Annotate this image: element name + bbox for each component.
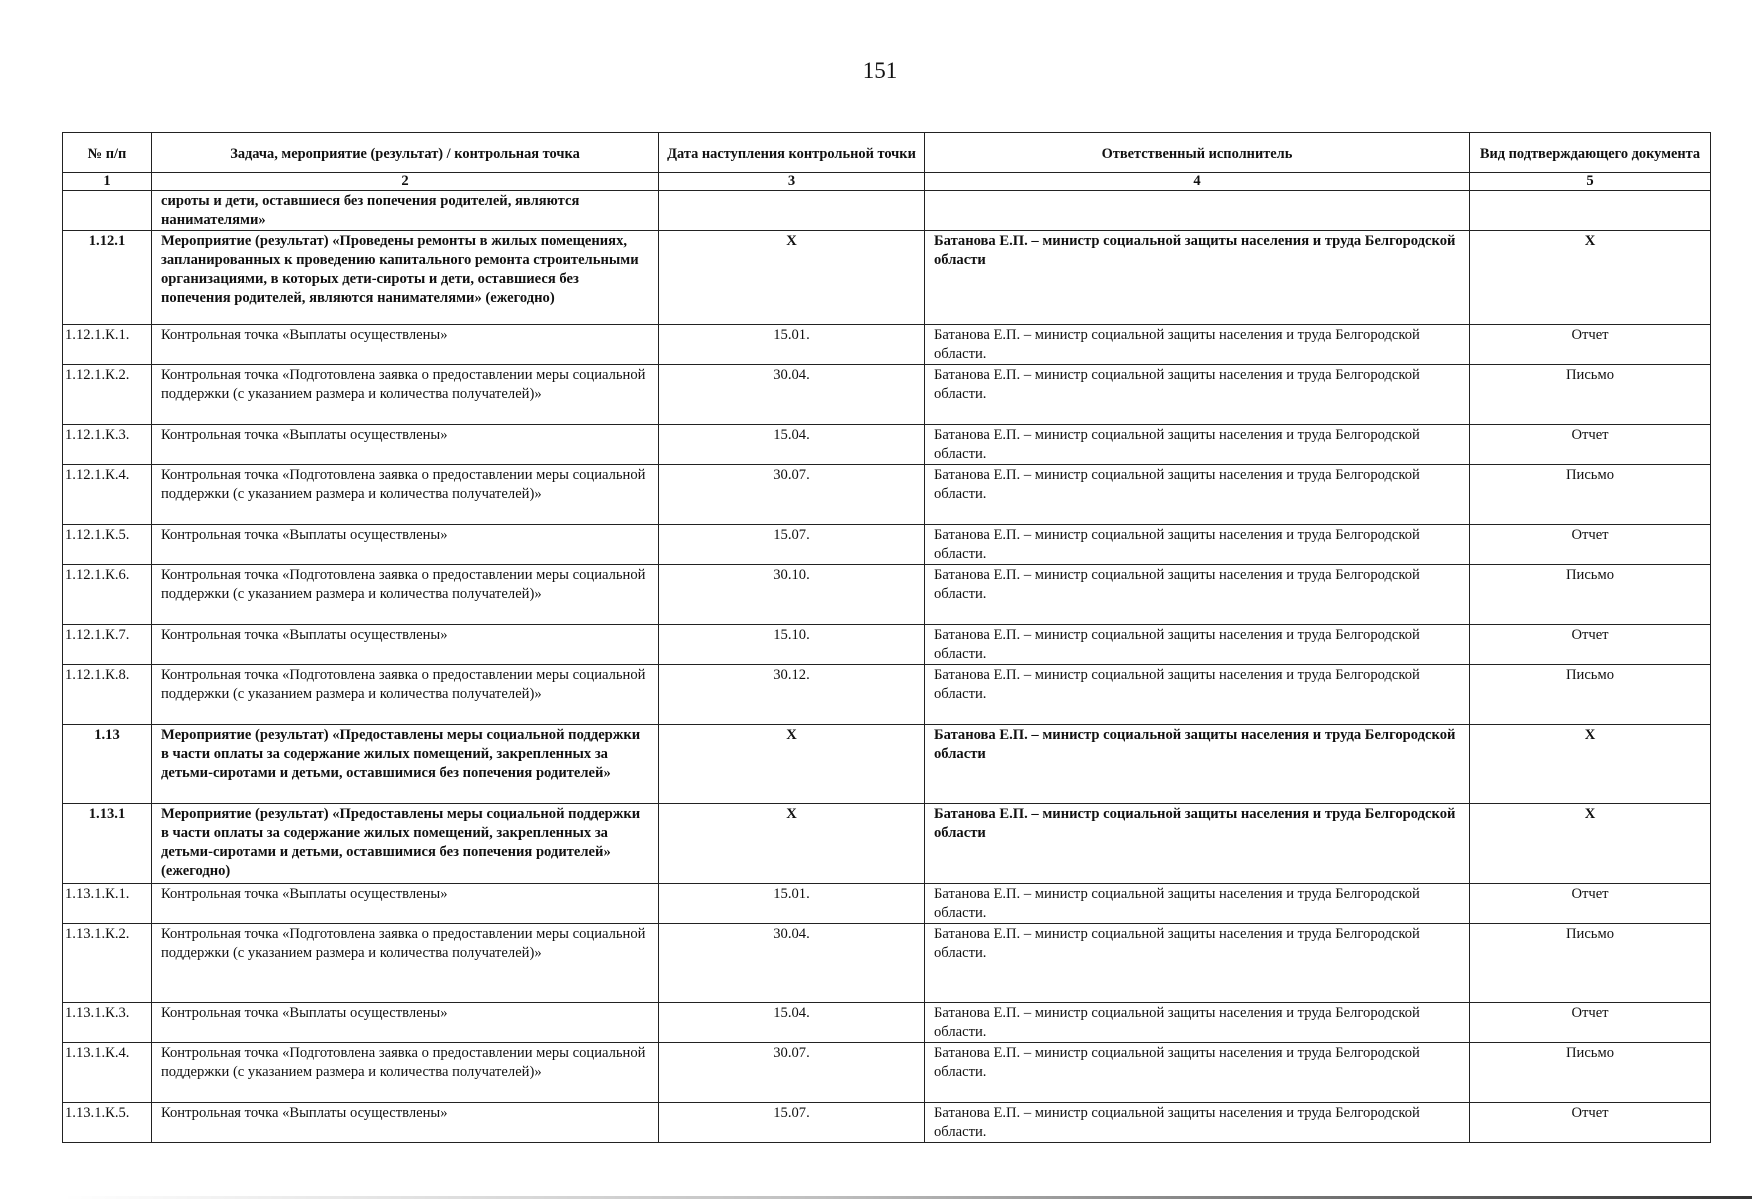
row-task: Контрольная точка «Выплаты осуществлены»	[152, 1003, 659, 1043]
table-row	[63, 804, 1711, 884]
row-date: 30.10.	[659, 565, 925, 625]
header-num: № п/п	[63, 133, 152, 173]
header-doc: Вид подтверждающего документа	[1470, 133, 1711, 173]
row-number: 1.13.1.К.1.	[63, 884, 152, 924]
column-number: 1	[63, 173, 152, 191]
row-task: Мероприятие (результат) «Проведены ремонты в жилых помещениях, запланированных к проведению капитального ремонта строительными организациями, в которых дети-сироты и дети, оставшиеся без попечения родителей, являются нанимателями» (ежегодно)	[152, 231, 659, 325]
row-executor	[925, 191, 1470, 231]
bottom-divider	[62, 1196, 1752, 1199]
row-number: 1.12.1.К.1.	[63, 325, 152, 365]
row-date: 30.12.	[659, 665, 925, 725]
control-points-table	[62, 132, 1711, 1143]
row-executor: Батанова Е.П. – министр социальной защиты населения и труда Белгородской области.	[925, 1003, 1470, 1043]
row-date: Х	[659, 231, 925, 325]
row-number: 1.12.1.К.7.	[63, 625, 152, 665]
row-document-type: Х	[1470, 804, 1711, 884]
row-date: 15.04.	[659, 425, 925, 465]
table-row	[63, 231, 1711, 325]
row-task: Контрольная точка «Подготовлена заявка о предоставлении меры социальной поддержки (с указанием размера и количества получателей)»	[152, 565, 659, 625]
table-row	[63, 1043, 1711, 1103]
row-task: Контрольная точка «Выплаты осуществлены»	[152, 425, 659, 465]
row-document-type: Письмо	[1470, 665, 1711, 725]
row-date: 30.04.	[659, 365, 925, 425]
row-task: Контрольная точка «Подготовлена заявка о предоставлении меры социальной поддержки (с указанием размера и количества получателей)»	[152, 1043, 659, 1103]
row-document-type: Отчет	[1470, 1003, 1711, 1043]
row-executor: Батанова Е.П. – министр социальной защиты населения и труда Белгородской области	[925, 804, 1470, 884]
column-numbers-row	[63, 173, 1711, 191]
row-date: 30.07.	[659, 1043, 925, 1103]
row-executor: Батанова Е.П. – министр социальной защиты населения и труда Белгородской области.	[925, 565, 1470, 625]
row-document-type: Отчет	[1470, 325, 1711, 365]
table-body	[63, 191, 1711, 1143]
row-document-type: Письмо	[1470, 465, 1711, 525]
table-row	[63, 465, 1711, 525]
row-executor: Батанова Е.П. – министр социальной защиты населения и труда Белгородской области	[925, 725, 1470, 804]
row-number: 1.13.1.К.2.	[63, 924, 152, 1003]
row-number: 1.13	[63, 725, 152, 804]
row-document-type: Отчет	[1470, 625, 1711, 665]
table-row	[63, 884, 1711, 924]
row-number: 1.12.1.К.6.	[63, 565, 152, 625]
row-document-type: Отчет	[1470, 1103, 1711, 1143]
row-number	[63, 191, 152, 231]
row-executor: Батанова Е.П. – министр социальной защиты населения и труда Белгородской области.	[925, 425, 1470, 465]
table-row	[63, 725, 1711, 804]
row-executor: Батанова Е.П. – министр социальной защиты населения и труда Белгородской области.	[925, 525, 1470, 565]
table-row	[63, 525, 1711, 565]
row-document-type	[1470, 191, 1711, 231]
page-number: 151	[862, 58, 898, 83]
row-number: 1.13.1.К.3.	[63, 1003, 152, 1043]
row-date: 30.07.	[659, 465, 925, 525]
table-row	[63, 924, 1711, 1003]
row-executor: Батанова Е.П. – министр социальной защиты населения и труда Белгородской области.	[925, 924, 1470, 1003]
row-document-type: Отчет	[1470, 884, 1711, 924]
table-row	[63, 625, 1711, 665]
row-task: Мероприятие (результат) «Предоставлены меры социальной поддержки в части оплаты за содержание жилых помещений, закрепленных за детьми-сиротами и детьми, оставшимися без попечения родителей»	[152, 725, 659, 804]
row-date: 15.04.	[659, 1003, 925, 1043]
row-document-type: Письмо	[1470, 365, 1711, 425]
row-task: сироты и дети, оставшиеся без попечения родителей, являются нанимателями»	[152, 191, 659, 231]
row-date: 15.10.	[659, 625, 925, 665]
row-date: Х	[659, 725, 925, 804]
row-task: Контрольная точка «Выплаты осуществлены»	[152, 525, 659, 565]
row-date: 30.04.	[659, 924, 925, 1003]
header-executor: Ответственный исполнитель	[925, 133, 1470, 173]
row-document-type: Письмо	[1470, 565, 1711, 625]
row-document-type: Отчет	[1470, 525, 1711, 565]
row-number: 1.13.1	[63, 804, 152, 884]
row-document-type: Письмо	[1470, 1043, 1711, 1103]
column-number: 2	[152, 173, 659, 191]
row-number: 1.13.1.К.5.	[63, 1103, 152, 1143]
row-document-type: Отчет	[1470, 425, 1711, 465]
header-task: Задача, мероприятие (результат) / контрольная точка	[152, 133, 659, 173]
table-row	[63, 325, 1711, 365]
row-task: Контрольная точка «Выплаты осуществлены»	[152, 325, 659, 365]
column-number: 4	[925, 173, 1470, 191]
table-row	[63, 425, 1711, 465]
row-document-type: Х	[1470, 725, 1711, 804]
row-task: Мероприятие (результат) «Предоставлены меры социальной поддержки в части оплаты за содержание жилых помещений, закрепленных за детьми-сиротами и детьми, оставшимися без попечения родителей» (ежегодно)	[152, 804, 659, 884]
row-task: Контрольная точка «Подготовлена заявка о предоставлении меры социальной поддержки (с указанием размера и количества получателей)»	[152, 665, 659, 725]
row-document-type: Письмо	[1470, 924, 1711, 1003]
row-date: 15.01.	[659, 884, 925, 924]
row-number: 1.12.1.К.8.	[63, 665, 152, 725]
row-executor: Батанова Е.П. – министр социальной защиты населения и труда Белгородской области.	[925, 325, 1470, 365]
table-row	[63, 1003, 1711, 1043]
row-executor: Батанова Е.П. – министр социальной защиты населения и труда Белгородской области.	[925, 1043, 1470, 1103]
row-document-type: Х	[1470, 231, 1711, 325]
row-date	[659, 191, 925, 231]
row-executor: Батанова Е.П. – министр социальной защиты населения и труда Белгородской области.	[925, 1103, 1470, 1143]
table-row	[63, 365, 1711, 425]
row-number: 1.12.1.К.3.	[63, 425, 152, 465]
row-task: Контрольная точка «Подготовлена заявка о предоставлении меры социальной поддержки (с указанием размера и количества получателей)»	[152, 465, 659, 525]
row-task: Контрольная точка «Выплаты осуществлены»	[152, 1103, 659, 1143]
row-date: 15.07.	[659, 1103, 925, 1143]
row-executor: Батанова Е.П. – министр социальной защиты населения и труда Белгородской области.	[925, 625, 1470, 665]
row-number: 1.12.1.К.4.	[63, 465, 152, 525]
row-date: Х	[659, 804, 925, 884]
row-executor: Батанова Е.П. – министр социальной защиты населения и труда Белгородской области.	[925, 365, 1470, 425]
row-task: Контрольная точка «Выплаты осуществлены»	[152, 884, 659, 924]
table-row	[63, 1103, 1711, 1143]
row-date: 15.07.	[659, 525, 925, 565]
table-header-row	[63, 133, 1711, 173]
row-executor: Батанова Е.П. – министр социальной защиты населения и труда Белгородской области.	[925, 465, 1470, 525]
row-number: 1.12.1.К.5.	[63, 525, 152, 565]
column-number: 3	[659, 173, 925, 191]
row-number: 1.12.1.К.2.	[63, 365, 152, 425]
table-row	[63, 665, 1711, 725]
row-number: 1.13.1.К.4.	[63, 1043, 152, 1103]
row-number: 1.12.1	[63, 231, 152, 325]
column-number: 5	[1470, 173, 1711, 191]
row-date: 15.01.	[659, 325, 925, 365]
table-row	[63, 191, 1711, 231]
table-row	[63, 565, 1711, 625]
row-executor: Батанова Е.П. – министр социальной защиты населения и труда Белгородской области	[925, 231, 1470, 325]
row-task: Контрольная точка «Выплаты осуществлены»	[152, 625, 659, 665]
row-task: Контрольная точка «Подготовлена заявка о предоставлении меры социальной поддержки (с указанием размера и количества получателей)»	[152, 365, 659, 425]
row-task: Контрольная точка «Подготовлена заявка о предоставлении меры социальной поддержки (с указанием размера и количества получателей)»	[152, 924, 659, 1003]
row-executor: Батанова Е.П. – министр социальной защиты населения и труда Белгородской области.	[925, 665, 1470, 725]
header-date: Дата наступления контрольной точки	[659, 133, 925, 173]
row-executor: Батанова Е.П. – министр социальной защиты населения и труда Белгородской области.	[925, 884, 1470, 924]
